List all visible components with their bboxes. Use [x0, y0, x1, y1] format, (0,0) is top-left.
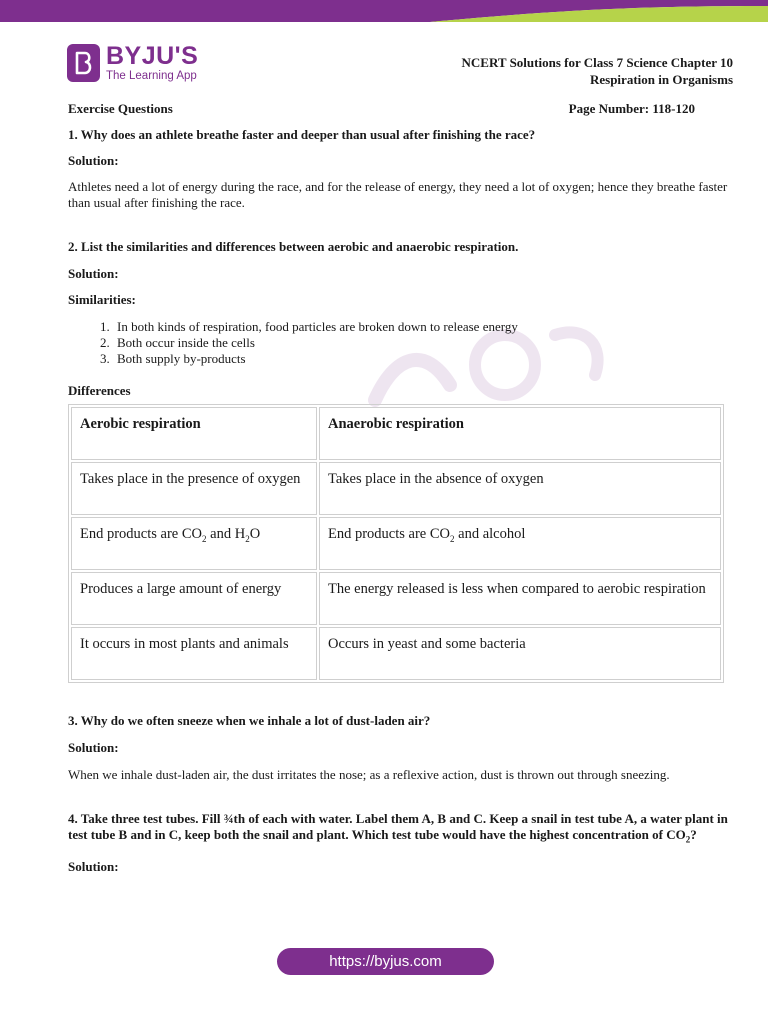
list-item: 1. In both kinds of respiration, food particles are broken down to release energy — [113, 319, 728, 335]
products-text: End products are CO — [80, 526, 203, 542]
document-title-line2: Respiration in Organisms — [589, 72, 733, 87]
q2-solution-label: Solution: — [68, 266, 119, 281]
byjus-logo — [67, 44, 198, 83]
q1-solution-label: Solution: — [68, 153, 119, 168]
top-color-band — [0, 0, 768, 22]
q3-solution-label: Solution: — [68, 740, 119, 755]
band-graphic — [0, 0, 768, 22]
list-item: 3. Both supply by-products — [113, 351, 728, 367]
document-title — [462, 54, 733, 88]
document-body — [68, 125, 728, 875]
table-header-row — [71, 407, 721, 460]
table-row — [71, 627, 721, 680]
subscript: 2 — [450, 533, 455, 544]
q1-answer: Athletes need a lot of energy during the race, and for the release of energy, they need a lot of oxygen; hence they breathe faster than usual after finishing the race. — [68, 179, 728, 210]
q4-question — [68, 811, 728, 848]
list-item: 2. Both occur inside the cells — [113, 335, 728, 351]
table-cell — [71, 517, 317, 570]
table-row — [71, 462, 721, 515]
table-header-cell: Anaerobic respiration — [319, 407, 721, 460]
page-number: Page Number: 118-120 — [568, 101, 695, 116]
brand-name: BYJU'S — [106, 42, 199, 70]
q4-question-text: ? — [690, 827, 697, 842]
q3-answer: When we inhale dust-laden air, the dust irritates the nose; as a reflexive action, dust is thrown out through sneezing. — [68, 767, 670, 782]
q2-question: 2. List the similarities and differences between aerobic and anaerobic respiration. — [68, 239, 519, 254]
products-text: End products are CO — [328, 526, 451, 542]
footer-url-link[interactable]: https://byjus.com — [277, 948, 494, 975]
q3-question: 3. Why do we often sneeze when we inhale a lot of dust-laden air? — [68, 713, 431, 728]
differences-label: Differences — [68, 383, 131, 398]
table-cell: Takes place in the presence of oxygen — [71, 462, 317, 515]
section-label: Exercise Questions — [68, 101, 173, 116]
subscript: 2 — [685, 834, 691, 845]
meta-row — [68, 101, 695, 117]
q4-solution-label: Solution: — [68, 858, 119, 874]
subscript: 2 — [245, 533, 250, 544]
products-text: O — [249, 526, 261, 542]
differences-table — [68, 404, 724, 683]
table-cell: Produces a large amount of energy — [71, 572, 317, 625]
table-cell: Occurs in yeast and some bacteria — [319, 627, 721, 680]
table-header-cell: Aerobic respiration — [71, 407, 317, 460]
b-letter-icon — [73, 50, 95, 76]
table-row — [71, 572, 721, 625]
products-text: and alcohol — [454, 526, 526, 542]
table-row — [71, 517, 721, 570]
table-cell — [319, 517, 721, 570]
q4-question-text: 4. Take three test tubes. Fill ¾th of each with water. Label them A, B and C. Keep a snail in test tube A, a water plant in test tube B and in C, keep both the snail and plant. Which test tube would have the highest concentration of CO — [68, 811, 728, 842]
brand-tagline: The Learning App — [106, 70, 197, 82]
products-text: and H — [206, 526, 246, 542]
similarities-list — [68, 319, 728, 367]
table-cell: The energy released is less when compared to aerobic respiration — [319, 572, 721, 625]
similarities-label: Similarities: — [68, 292, 136, 307]
table-cell: It occurs in most plants and animals — [71, 627, 317, 680]
document-title-line1: NCERT Solutions for Class 7 Science Chapter 10 — [461, 55, 733, 70]
table-cell: Takes place in the absence of oxygen — [319, 462, 721, 515]
byjus-logo-mark-icon — [67, 44, 100, 82]
subscript: 2 — [202, 533, 207, 544]
q1-question: 1. Why does an athlete breathe faster and deeper than usual after finishing the race? — [68, 127, 536, 142]
